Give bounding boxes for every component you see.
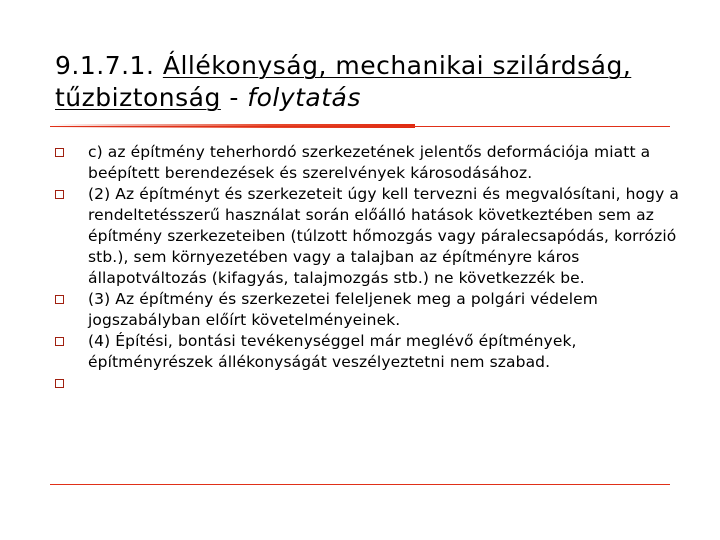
square-outline-icon	[55, 379, 64, 388]
square-outline-icon	[55, 295, 64, 304]
square-outline-icon	[55, 148, 64, 157]
title-separator: -	[220, 83, 248, 112]
bullet-text: (4) Építési, bontási tevékenységgel már meglévő építmények, építményrészek állékonyságát veszélyeztetni nem szabad.	[88, 332, 577, 371]
bullet-item	[55, 331, 695, 373]
bullet-item	[55, 289, 695, 331]
square-outline-icon	[55, 337, 64, 346]
square-outline-icon	[55, 190, 64, 199]
bullet-text: (3) Az építmény és szerkezetei feleljenek meg a polgári védelem jogszabályban előírt követelményeinek.	[88, 290, 598, 329]
bullet-item	[55, 184, 695, 289]
slide-title	[55, 50, 695, 114]
bullet-item-empty	[55, 373, 695, 394]
title-continuation: folytatás	[247, 83, 361, 112]
bullet-text: (2) Az építményt és szerkezeteit úgy kell tervezni és megvalósítani, hogy a rendeltetésszerű használat során előálló hatások következtében sem az építmény szerkezeteiben (túlzott hőmozgás vagy páralecsapódás, korrózió stb.), sem környezetében vagy a talajban az építményre káros állapotváltozás (kifagyás, talajmozgás stb.) ne következzék be.	[88, 185, 679, 287]
bullet-list	[55, 142, 695, 394]
title-topic: Állékonyság, mechanikai szilárdság, tűzbiztonság	[55, 51, 632, 112]
footer-divider	[50, 484, 670, 485]
bullet-item	[55, 142, 695, 184]
title-divider	[50, 126, 670, 127]
bullet-text: c) az építmény teherhordó szerkezetének jelentős deformációja miatt a beépített berendezések és szerelvények károsodásához.	[88, 143, 651, 182]
title-number: 9.1.7.1.	[55, 51, 163, 80]
